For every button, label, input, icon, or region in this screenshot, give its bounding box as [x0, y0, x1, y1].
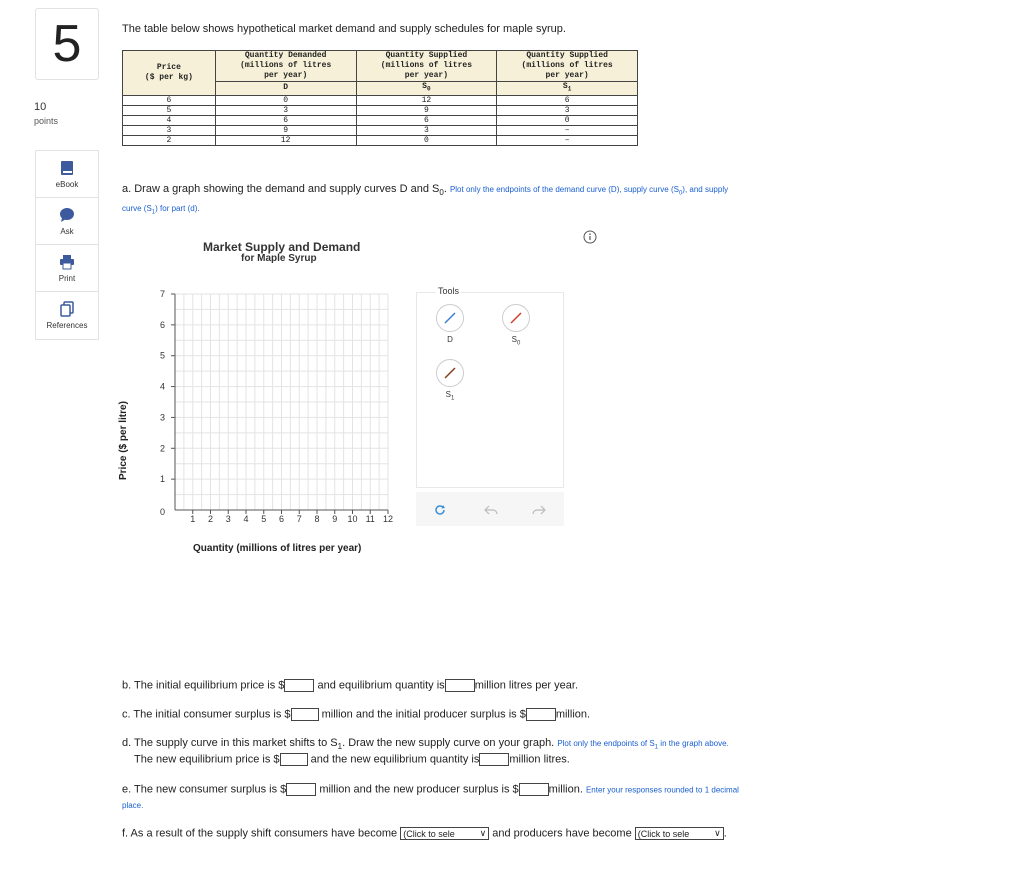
table-cell: 6: [497, 95, 638, 105]
y-tick-label: 5: [159, 350, 165, 361]
table-cell: 12: [356, 95, 497, 105]
table-cell: 0: [215, 95, 356, 105]
points-value: 10: [34, 101, 47, 113]
part-f: f. As a result of the supply shift consumers have become (Click to sele ∨ and producers have become (Click to sele ∨ .: [122, 827, 727, 840]
references-button[interactable]: [36, 292, 98, 339]
y-tick-label: 4: [159, 381, 165, 392]
header-sym-s0: $S_0$: [356, 82, 497, 96]
x-tick-label: 2: [207, 514, 214, 524]
x-tick-label: 5: [261, 514, 267, 524]
ebook-label: eBook: [55, 179, 79, 189]
reset-icon[interactable]: [433, 503, 447, 517]
schedule-table: [122, 50, 638, 146]
table-cell: –: [497, 125, 638, 135]
chevron-down-icon: ∨: [479, 828, 487, 838]
e-consumer-surplus-input[interactable]: [286, 783, 316, 796]
table-cell: 3: [497, 105, 638, 115]
table-cell: 0: [356, 135, 497, 145]
x-tick-label: 11: [365, 514, 375, 524]
y-tick-label: 6: [159, 319, 165, 330]
table-cell: 6: [356, 115, 497, 125]
d-price-input[interactable]: [280, 753, 308, 766]
table-cell: 0: [497, 115, 638, 125]
x-tick-label: 7: [296, 514, 302, 524]
tool-demand[interactable]: D: [436, 304, 464, 344]
ask-button[interactable]: [36, 198, 98, 245]
tool-supply-s1[interactable]: $S_1$: [436, 359, 464, 402]
chevron-down-icon: ∨: [714, 828, 721, 838]
table-cell: 9: [215, 125, 356, 135]
table-cell: 3: [356, 125, 497, 135]
graph-plot-area[interactable]: [150, 282, 406, 528]
table-cell: 12: [215, 135, 356, 145]
printer-icon: [59, 254, 75, 270]
x-tick-label: 4: [243, 514, 249, 524]
table-cell: 3: [123, 125, 216, 135]
undo-icon[interactable]: [483, 503, 499, 517]
x-tick-label: 12: [382, 514, 394, 524]
print-label: Print: [58, 273, 76, 283]
references-label: References: [46, 321, 88, 330]
table-row: [123, 125, 638, 135]
c-consumer-surplus-input[interactable]: [291, 708, 319, 721]
b-price-input[interactable]: [284, 679, 314, 692]
x-tick-label: 3: [225, 514, 231, 524]
table-cell: –: [497, 135, 638, 145]
y-axis-label: Price ($ per litre): [118, 401, 129, 480]
table-row: [123, 105, 638, 115]
question-number: 5: [35, 8, 99, 80]
part-b: b. The initial equilibrium price is $ and equilibrium quantity is million litres per year.: [122, 679, 579, 692]
print-button[interactable]: [36, 245, 98, 292]
chart-title: Market Supply and Demand: [203, 240, 361, 254]
table-cell: 6: [123, 95, 216, 105]
producers-select[interactable]: (Click to sele ∨: [635, 827, 724, 840]
d-quantity-input[interactable]: [479, 753, 509, 766]
part-d-line2: The new equilibrium price is $ and the new equilibrium quantity is million litres.: [134, 753, 570, 766]
part-d: d. The supply curve in this market shifts to $S_1$. Draw the new supply curve on your graph. Plot only the endpoints of $S_1$ in the graph above.: [122, 737, 729, 752]
table-cell: 3: [215, 105, 356, 115]
table-cell: 6: [215, 115, 356, 125]
line-s0-icon: [509, 311, 523, 325]
b-quantity-input[interactable]: [445, 679, 475, 692]
redo-icon[interactable]: [531, 503, 547, 517]
header-price: Price ($ per kg): [123, 51, 216, 96]
table-row: [123, 115, 638, 125]
x-tick-label: 10: [347, 514, 358, 524]
header-demand: Quantity Demanded (millions of litres per year): [215, 51, 356, 82]
x-tick-label: 9: [332, 514, 338, 524]
ask-label: Ask: [60, 226, 74, 236]
y-tick-label: 3: [159, 412, 165, 423]
x-tick-label: 1: [190, 514, 196, 524]
part-a: a. Draw a graph showing the demand and supply curves D and $S_0$. Plot only the endpoints of the demand curve (D), supply curve $(S_0)$, and supply $^{curve (S_1) for part (d).}$: [122, 183, 729, 216]
documents-icon: [60, 301, 74, 317]
origin-label: 0: [159, 507, 165, 517]
line-s1-icon: [443, 366, 457, 380]
info-icon[interactable]: [583, 230, 597, 244]
header-supply-s1: Quantity Supplied (millions of litres per year): [497, 51, 638, 82]
table-cell: 4: [123, 115, 216, 125]
points-label: points: [34, 116, 59, 126]
part-c: c. The initial consumer surplus is $ million and the initial producer surplus is $ million.: [122, 708, 591, 721]
e-producer-surplus-input[interactable]: [519, 783, 549, 796]
tool-supply-s0[interactable]: $S_0$: [502, 304, 530, 347]
resource-rail: [35, 150, 99, 340]
x-axis-label: Quantity (millions of litres per year): [193, 543, 362, 554]
y-tick-label: 7: [159, 289, 165, 299]
y-tick-label: 1: [159, 474, 165, 485]
x-tick-label: 6: [278, 514, 285, 524]
table-row: [123, 95, 638, 105]
intro-text: The table below shows hypothetical market demand and supply schedules for maple syrup.: [122, 23, 566, 35]
header-sym-s1: $S_1$: [497, 82, 638, 96]
ebook-button[interactable]: [36, 151, 98, 198]
header-supply-s0: Quantity Supplied (millions of litres per year): [356, 51, 497, 82]
chat-bubble-icon: [59, 207, 75, 223]
part-e-line2: place.: [122, 801, 144, 810]
table-cell: 9: [356, 105, 497, 115]
tools-title: Tools: [438, 286, 460, 296]
y-tick-label: 2: [159, 443, 165, 454]
x-tick-label: 8: [314, 514, 320, 524]
table-cell: 5: [123, 105, 216, 115]
chart-subtitle: for Maple Syrup: [241, 253, 317, 264]
line-d-icon: [443, 311, 457, 325]
consumers-select[interactable]: (Click to sele ∨: [400, 827, 489, 840]
table-row: [123, 135, 638, 145]
c-producer-surplus-input[interactable]: [526, 708, 556, 721]
header-sym-d: D: [215, 82, 356, 96]
table-cell: 2: [123, 135, 216, 145]
part-e: e. The new consumer surplus is $ million and the new producer surplus is $ million. Enter your responses rounded to 1 decimal: [122, 783, 739, 796]
book-icon: [60, 160, 74, 176]
